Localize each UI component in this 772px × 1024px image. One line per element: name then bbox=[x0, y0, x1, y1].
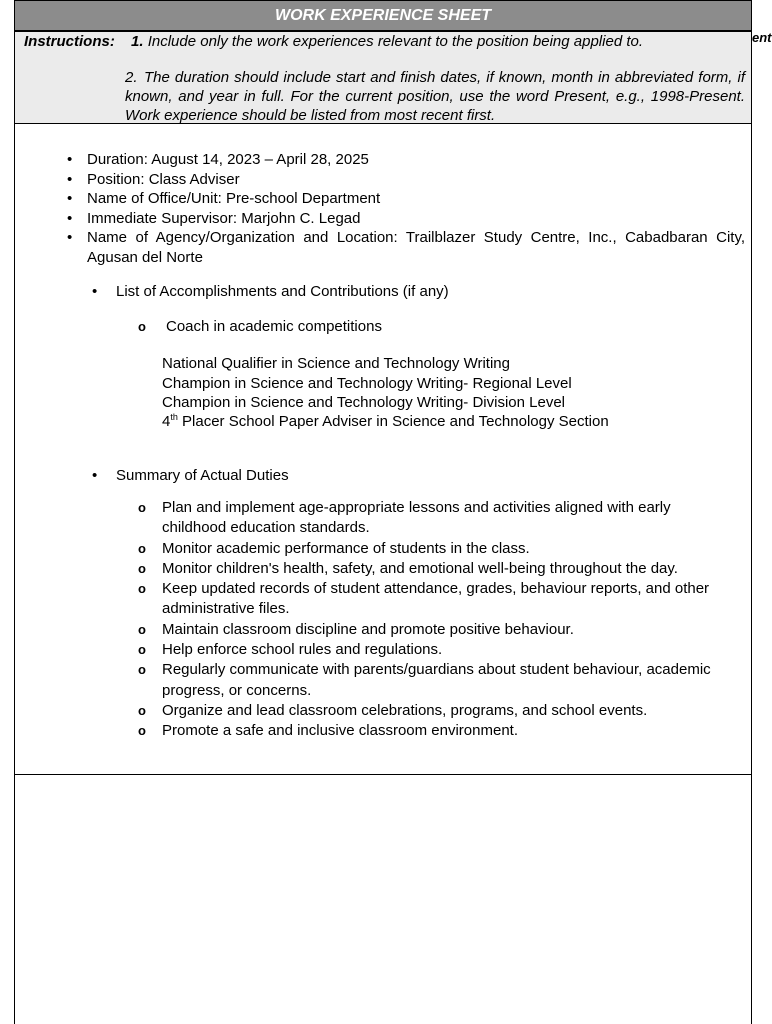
accomplishments-heading: • List of Accomplishments and Contributions (if any) bbox=[92, 282, 449, 302]
achievement-item bbox=[162, 412, 609, 432]
position: • Position: Class Adviser bbox=[67, 170, 745, 190]
accomplishment-group bbox=[138, 317, 732, 337]
duty-text: Promote a safe and inclusive classroom environment. bbox=[162, 722, 519, 740]
duty-item bbox=[138, 721, 738, 741]
o-bullet-icon: o bbox=[138, 319, 146, 334]
o-bullet-icon: o bbox=[138, 540, 146, 556]
duty-text: Monitor children's health, safety, and emotional well-being throughout the day. bbox=[162, 559, 678, 577]
instruction-1-number: 1. bbox=[131, 33, 144, 50]
duty-item bbox=[138, 498, 738, 539]
accomplishment-group-label: Coach in academic competitions bbox=[166, 318, 382, 335]
duty-text: Keep updated records of student attendance, grades, behaviour reports, and other administrative files. bbox=[162, 580, 710, 618]
duty-item bbox=[138, 559, 738, 579]
achievement-item: National Qualifier in Science and Technology Writing bbox=[162, 355, 510, 372]
o-bullet-icon: o bbox=[138, 702, 146, 718]
duty-item bbox=[138, 660, 738, 701]
office-unit: • Name of Office/Unit: Pre-school Department bbox=[67, 189, 745, 209]
achievement-4-number: 4 bbox=[162, 413, 171, 430]
duties-heading: • Summary of Actual Duties bbox=[92, 466, 289, 486]
experience-details bbox=[67, 150, 745, 267]
duty-item bbox=[138, 640, 738, 660]
immediate-supervisor: • Immediate Supervisor: Marjohn C. Legad bbox=[67, 209, 745, 229]
sheet-title: WORK EXPERIENCE SHEET bbox=[15, 0, 751, 31]
instruction-2-number: 2. bbox=[125, 69, 138, 86]
o-bullet-icon: o bbox=[138, 621, 146, 637]
duty-item bbox=[138, 701, 738, 721]
duty-text: Plan and implement age-appropriate lessons and activities aligned with early childhood education standards. bbox=[162, 499, 671, 537]
instruction-item-2 bbox=[125, 68, 745, 125]
duration: • Duration: August 14, 2023 – April 28, 2025 bbox=[67, 150, 745, 170]
o-bullet-icon: o bbox=[138, 560, 146, 576]
agency-location: • Name of Agency/Organization and Location: Trailblazer Study Centre, Inc., Cabadbaran City, Agusan del Norte bbox=[67, 228, 745, 267]
achievement-item: Champion in Science and Technology Writing- Division Level bbox=[162, 394, 565, 411]
duty-text: Organize and lead classroom celebrations, programs, and school events. bbox=[162, 701, 648, 719]
duty-item bbox=[138, 579, 738, 620]
instruction-1-text: Include only the work experiences relevant to the position being applied to. bbox=[147, 33, 644, 50]
o-bullet-icon: o bbox=[138, 662, 146, 678]
work-experience-sheet bbox=[14, 0, 752, 1024]
duty-item bbox=[138, 620, 738, 640]
overflow-text-fragment: ent bbox=[752, 30, 772, 45]
duty-text: Maintain classroom discipline and promote positive behaviour. bbox=[162, 620, 574, 638]
o-bullet-icon: o bbox=[138, 723, 146, 739]
duty-text: Regularly communicate with parents/guardians about student behaviour, academic progress, or concerns. bbox=[162, 661, 711, 699]
o-bullet-icon: o bbox=[138, 500, 146, 515]
instruction-item-1 bbox=[131, 33, 643, 50]
instruction-2-text: The duration should include start and finish dates, if known, month in abbreviated form, if known, and year in full. For the current position, use the word Present, e.g., 1998-Present. Work experience should be listed from most recent first. bbox=[125, 69, 745, 124]
achievement-4-ordinal: th bbox=[170, 412, 178, 422]
duty-text: Monitor academic performance of students in the class. bbox=[162, 539, 530, 557]
experience-entry bbox=[15, 124, 751, 775]
achievement-4-text: Placer School Paper Adviser in Science and Technology Section bbox=[177, 413, 609, 430]
duty-text: Help enforce school rules and regulations. bbox=[162, 641, 443, 659]
duties-list bbox=[138, 498, 738, 742]
instructions-label: Instructions: bbox=[24, 33, 115, 50]
o-bullet-icon: o bbox=[138, 581, 146, 597]
o-bullet-icon: o bbox=[138, 642, 146, 658]
duty-item bbox=[138, 539, 738, 559]
achievement-item: Champion in Science and Technology Writing- Regional Level bbox=[162, 375, 572, 392]
instructions-box bbox=[15, 31, 751, 124]
